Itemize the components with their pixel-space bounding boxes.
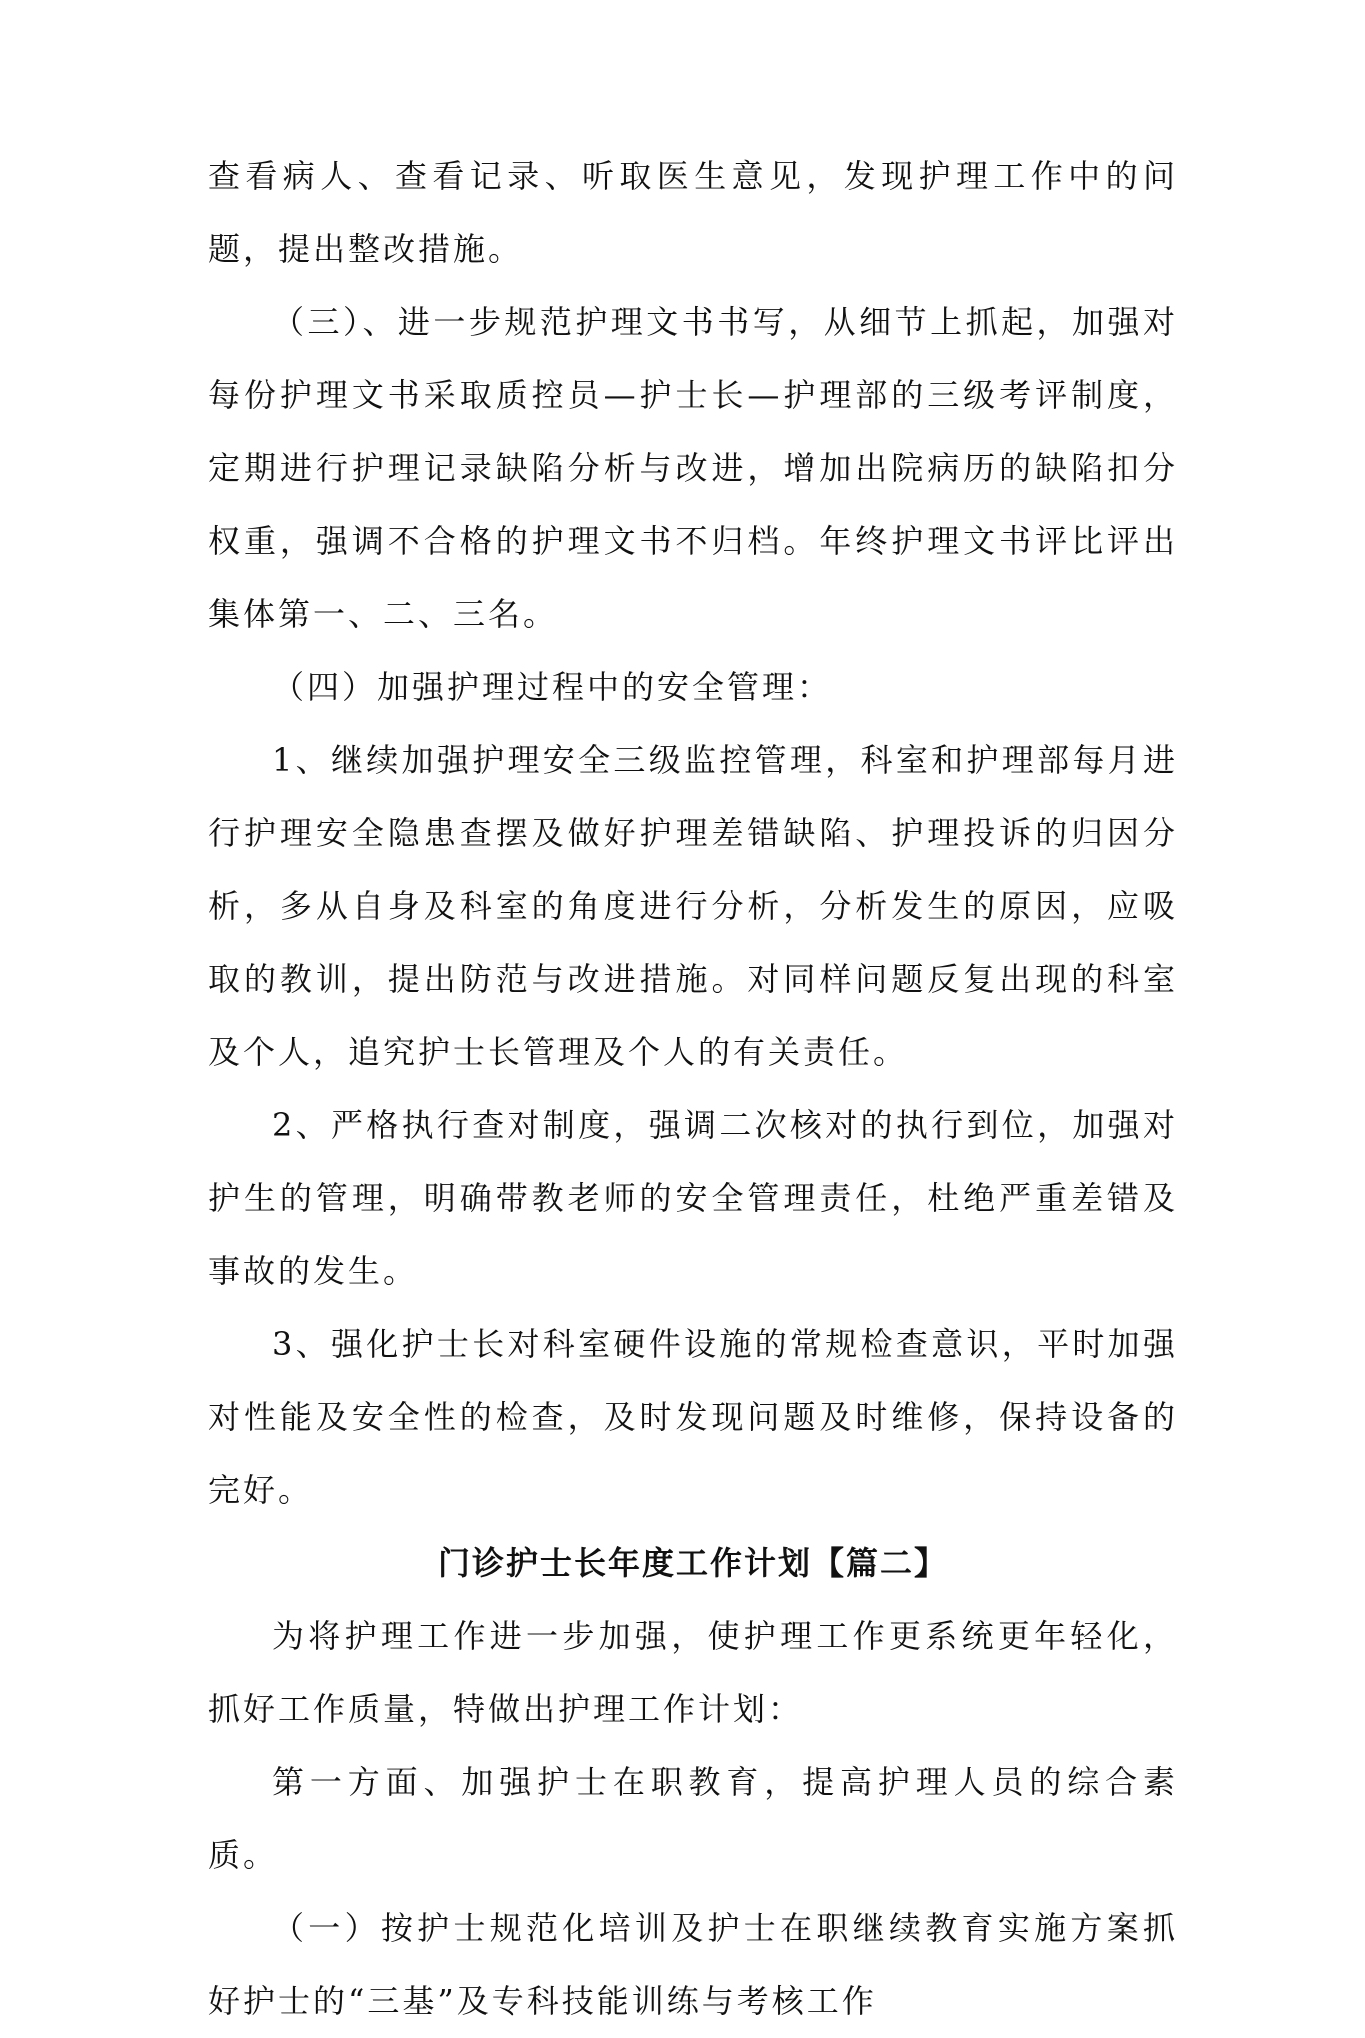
paragraph-1: 查看病人、查看记录、听取医生意见，发现护理工作中的问题，提出整改措施。: [208, 157, 1178, 268]
paragraph-8: 第一方面、加强护士在职教育，提高护理人员的综合素质。: [208, 1763, 1178, 1874]
paragraph-6: 3、强化护士长对科室硬件设施的常规检查意识，平时加强对性能及安全性的检查，及时发现问题及时维修，保持设备的完好。: [208, 1325, 1178, 1509]
paragraph-2: （三）、进一步规范护理文书书写，从细节上抓起，加强对每份护理文书采取质控员—护士长—护理部的三级考评制度，定期进行护理记录缺陷分析与改进，增加出院病历的缺陷扣分权重，强调不合格的护理文书不归档。年终护理文书评比评出集体第一、二、三名。: [208, 303, 1178, 633]
paragraph-3: （四）加强护理过程中的安全管理：: [272, 668, 833, 706]
paragraph-9: （一）按护士规范化培训及护士在职继续教育实施方案抓好护士的“三基”及专科技能训练与考核工作: [208, 1909, 1178, 2020]
paragraph-4: 1、继续加强护理安全三级监控管理，科室和护理部每月进行护理安全隐患查摆及做好护理差错缺陷、护理投诉的归因分析，多从自身及科室的角度进行分析，分析发生的原因，应吸取的教训，提出防范与改进措施。对同样问题反复出现的科室及个人，追究护士长管理及个人的有关责任。: [208, 741, 1178, 1071]
document-body: [208, 140, 1178, 2038]
paragraph-5: 2、严格执行查对制度，强调二次核对的执行到位，加强对护生的管理，明确带教老师的安全管理责任，杜绝严重差错及事故的发生。: [208, 1106, 1178, 1290]
paragraph-7: 为将护理工作进一步加强，使护理工作更系统更年轻化，抓好工作质量，特做出护理工作计划：: [208, 1617, 1178, 1728]
section-heading: 门诊护士长年度工作计划【篇二】: [437, 1544, 948, 1582]
